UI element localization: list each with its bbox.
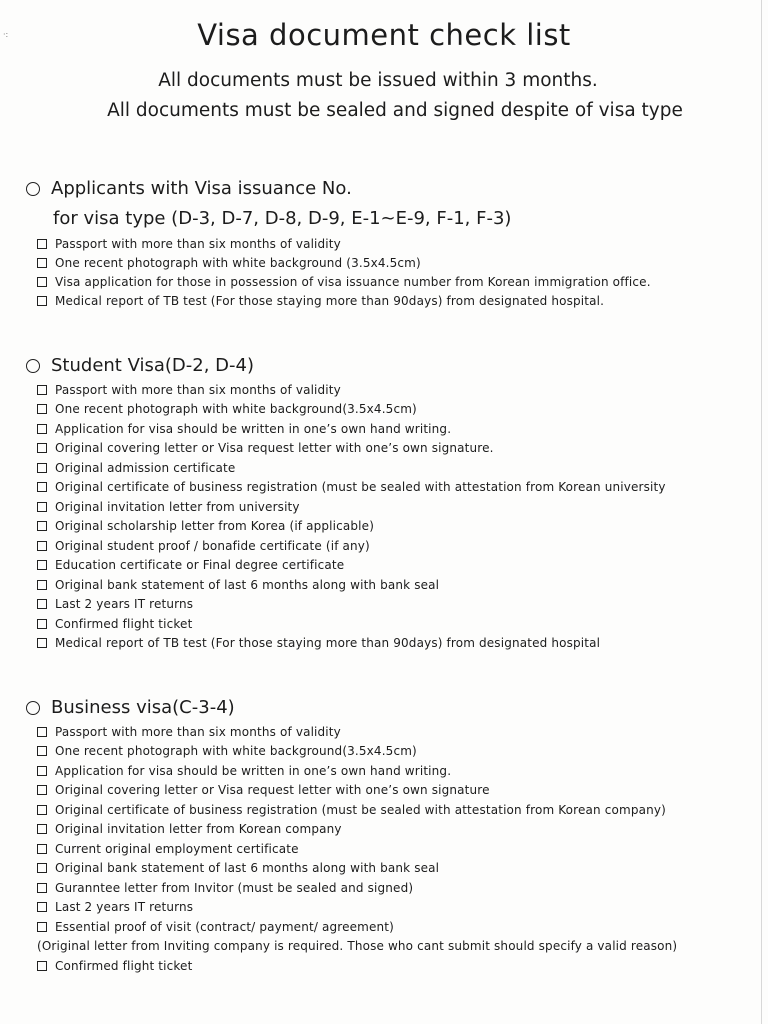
section-heading-issuance [26,178,352,199]
checklist-item-label: Confirmed flight ticket [55,617,193,631]
checklist-item-label: Original covering letter or Visa request letter with one’s own signature [55,783,490,797]
checkbox-icon[interactable] [37,277,47,287]
checklist-item [37,480,666,494]
checklist-item [37,383,341,397]
checklist-item [37,725,341,739]
checkbox-icon[interactable] [37,599,47,609]
checklist-item-label: Original student proof / bonafide certificate (if any) [55,539,370,553]
checklist-item-label: Guranntee letter from Invitor (must be sealed and signed) [55,881,414,895]
checklist-item [37,597,193,611]
checklist-item-label: Original certificate of business registration (must be sealed with attestation from Korean university [55,480,666,494]
checklist-item-label: One recent photograph with white background(3.5x4.5cm) [55,402,417,416]
checkbox-icon[interactable] [37,746,47,756]
checklist-item-label: Education certificate or Final degree certificate [55,558,345,572]
checkbox-icon[interactable] [37,239,47,249]
section-heading-text: Student Visa(D-2, D-4) [51,355,255,376]
checkbox-icon[interactable] [37,619,47,629]
subtitle-issue-date: All documents must be issued within 3 months. [158,70,598,91]
checkbox-icon[interactable] [37,541,47,551]
checkbox-icon[interactable] [37,727,47,737]
checklist-item [37,539,370,553]
subtitle-sealed-signed: All documents must be sealed and signed despite of visa type [107,100,683,121]
checklist-item [37,275,651,289]
checklist-item [37,294,604,308]
checklist-item-label: Application for visa should be written in one’s own hand writing. [55,764,452,778]
checkbox-icon[interactable] [37,902,47,912]
checkbox-icon[interactable] [37,638,47,648]
checklist-item-label: Original certificate of business registration (must be sealed with attestation from Korean company) [55,803,666,817]
checklist-item [37,900,193,914]
section-heading-student [26,355,254,376]
checklist-item-label: Original covering letter or Visa request letter with one’s own signature. [55,441,494,455]
checklist-item [37,500,300,514]
checkbox-icon[interactable] [37,482,47,492]
checkbox-icon[interactable] [37,385,47,395]
checkbox-icon[interactable] [37,258,47,268]
business-note: (Original letter from Inviting company is required. Those who cant submit should specify a valid reason) [37,939,678,953]
checkbox-icon[interactable] [37,502,47,512]
checklist-item-label: Current original employment certificate [55,842,299,856]
checklist-item [37,558,344,572]
checklist-item [37,764,451,778]
checklist-item-label: One recent photograph with white background(3.5x4.5cm) [55,744,417,758]
checkbox-icon[interactable] [37,785,47,795]
checkbox-icon[interactable] [37,805,47,815]
checklist-item-label: One recent photograph with white background (3.5x4.5cm) [55,256,421,270]
page-title: Visa document check list [197,18,571,52]
checklist-item [37,842,299,856]
checkbox-icon[interactable] [37,766,47,776]
checklist-item [37,920,394,934]
checklist-item [37,402,417,416]
checklist-item-label: Visa application for those in possession of visa issuance number from Korean immigration office. [55,275,651,289]
checklist-item [37,422,451,436]
checklist-item [37,578,439,592]
section-heading-business [26,697,235,718]
checklist-item-label: Passport with more than six months of validity [55,237,341,251]
scan-edge [761,0,762,1024]
checklist-item [37,256,421,270]
checkbox-icon[interactable] [37,296,47,306]
checklist-item [37,959,192,973]
checklist-item-label: Original bank statement of last 6 months along with bank seal [55,861,440,875]
checklist-item [37,461,235,475]
checklist-item-label: Confirmed flight ticket [55,959,193,973]
circle-bullet-icon [26,182,40,196]
section-heading-text: Applicants with Visa issuance No. [51,178,352,199]
checklist-item [37,803,666,817]
checkbox-icon[interactable] [37,844,47,854]
checklist-item-label: Last 2 years IT returns [55,900,194,914]
checkbox-icon[interactable] [37,463,47,473]
checklist-item-label: Medical report of TB test (For those staying more than 90days) from designated hospital [55,636,601,650]
checkbox-icon[interactable] [37,824,47,834]
checkbox-icon[interactable] [37,521,47,531]
checklist-item-label: Original bank statement of last 6 months along with bank seal [55,578,440,592]
checklist-item [37,617,192,631]
checkbox-icon[interactable] [37,424,47,434]
checklist-item-label: Original invitation letter from Korean company [55,822,342,836]
checklist-item [37,744,417,758]
checkbox-icon[interactable] [37,404,47,414]
section-heading-visa-types: for visa type (D-3, D-7, D-8, D-9, E-1~E-9, F-1, F-3) [53,208,512,229]
checklist-item-label: Medical report of TB test (For those staying more than 90days) from designated hospital. [55,294,605,308]
checklist-item-label: Original admission certificate [55,461,236,475]
circle-bullet-icon [26,359,40,373]
checkbox-icon[interactable] [37,922,47,932]
scan-speck: ·: [3,30,9,39]
checkbox-icon[interactable] [37,883,47,893]
checklist-item [37,237,341,251]
checklist-item [37,822,342,836]
checklist-item-label: Passport with more than six months of validity [55,383,341,397]
checklist-item [37,783,490,797]
checkbox-icon[interactable] [37,961,47,971]
checklist-item-label: Essential proof of visit (contract/ payment/ agreement) [55,920,394,934]
checkbox-icon[interactable] [37,580,47,590]
checkbox-icon[interactable] [37,560,47,570]
checklist-item-label: Last 2 years IT returns [55,597,194,611]
checkbox-icon[interactable] [37,863,47,873]
circle-bullet-icon [26,701,40,715]
checklist-item [37,519,374,533]
checklist-item [37,636,600,650]
checklist-item-label: Passport with more than six months of validity [55,725,341,739]
checklist-item-label: Original invitation letter from university [55,500,300,514]
checkbox-icon[interactable] [37,443,47,453]
checklist-item [37,861,439,875]
checklist-item [37,881,413,895]
section-heading-text: Business visa(C-3-4) [51,697,235,718]
checklist-item-label: Application for visa should be written in one’s own hand writing. [55,422,452,436]
checklist-item-label: Original scholarship letter from Korea (if applicable) [55,519,375,533]
checklist-item [37,441,494,455]
